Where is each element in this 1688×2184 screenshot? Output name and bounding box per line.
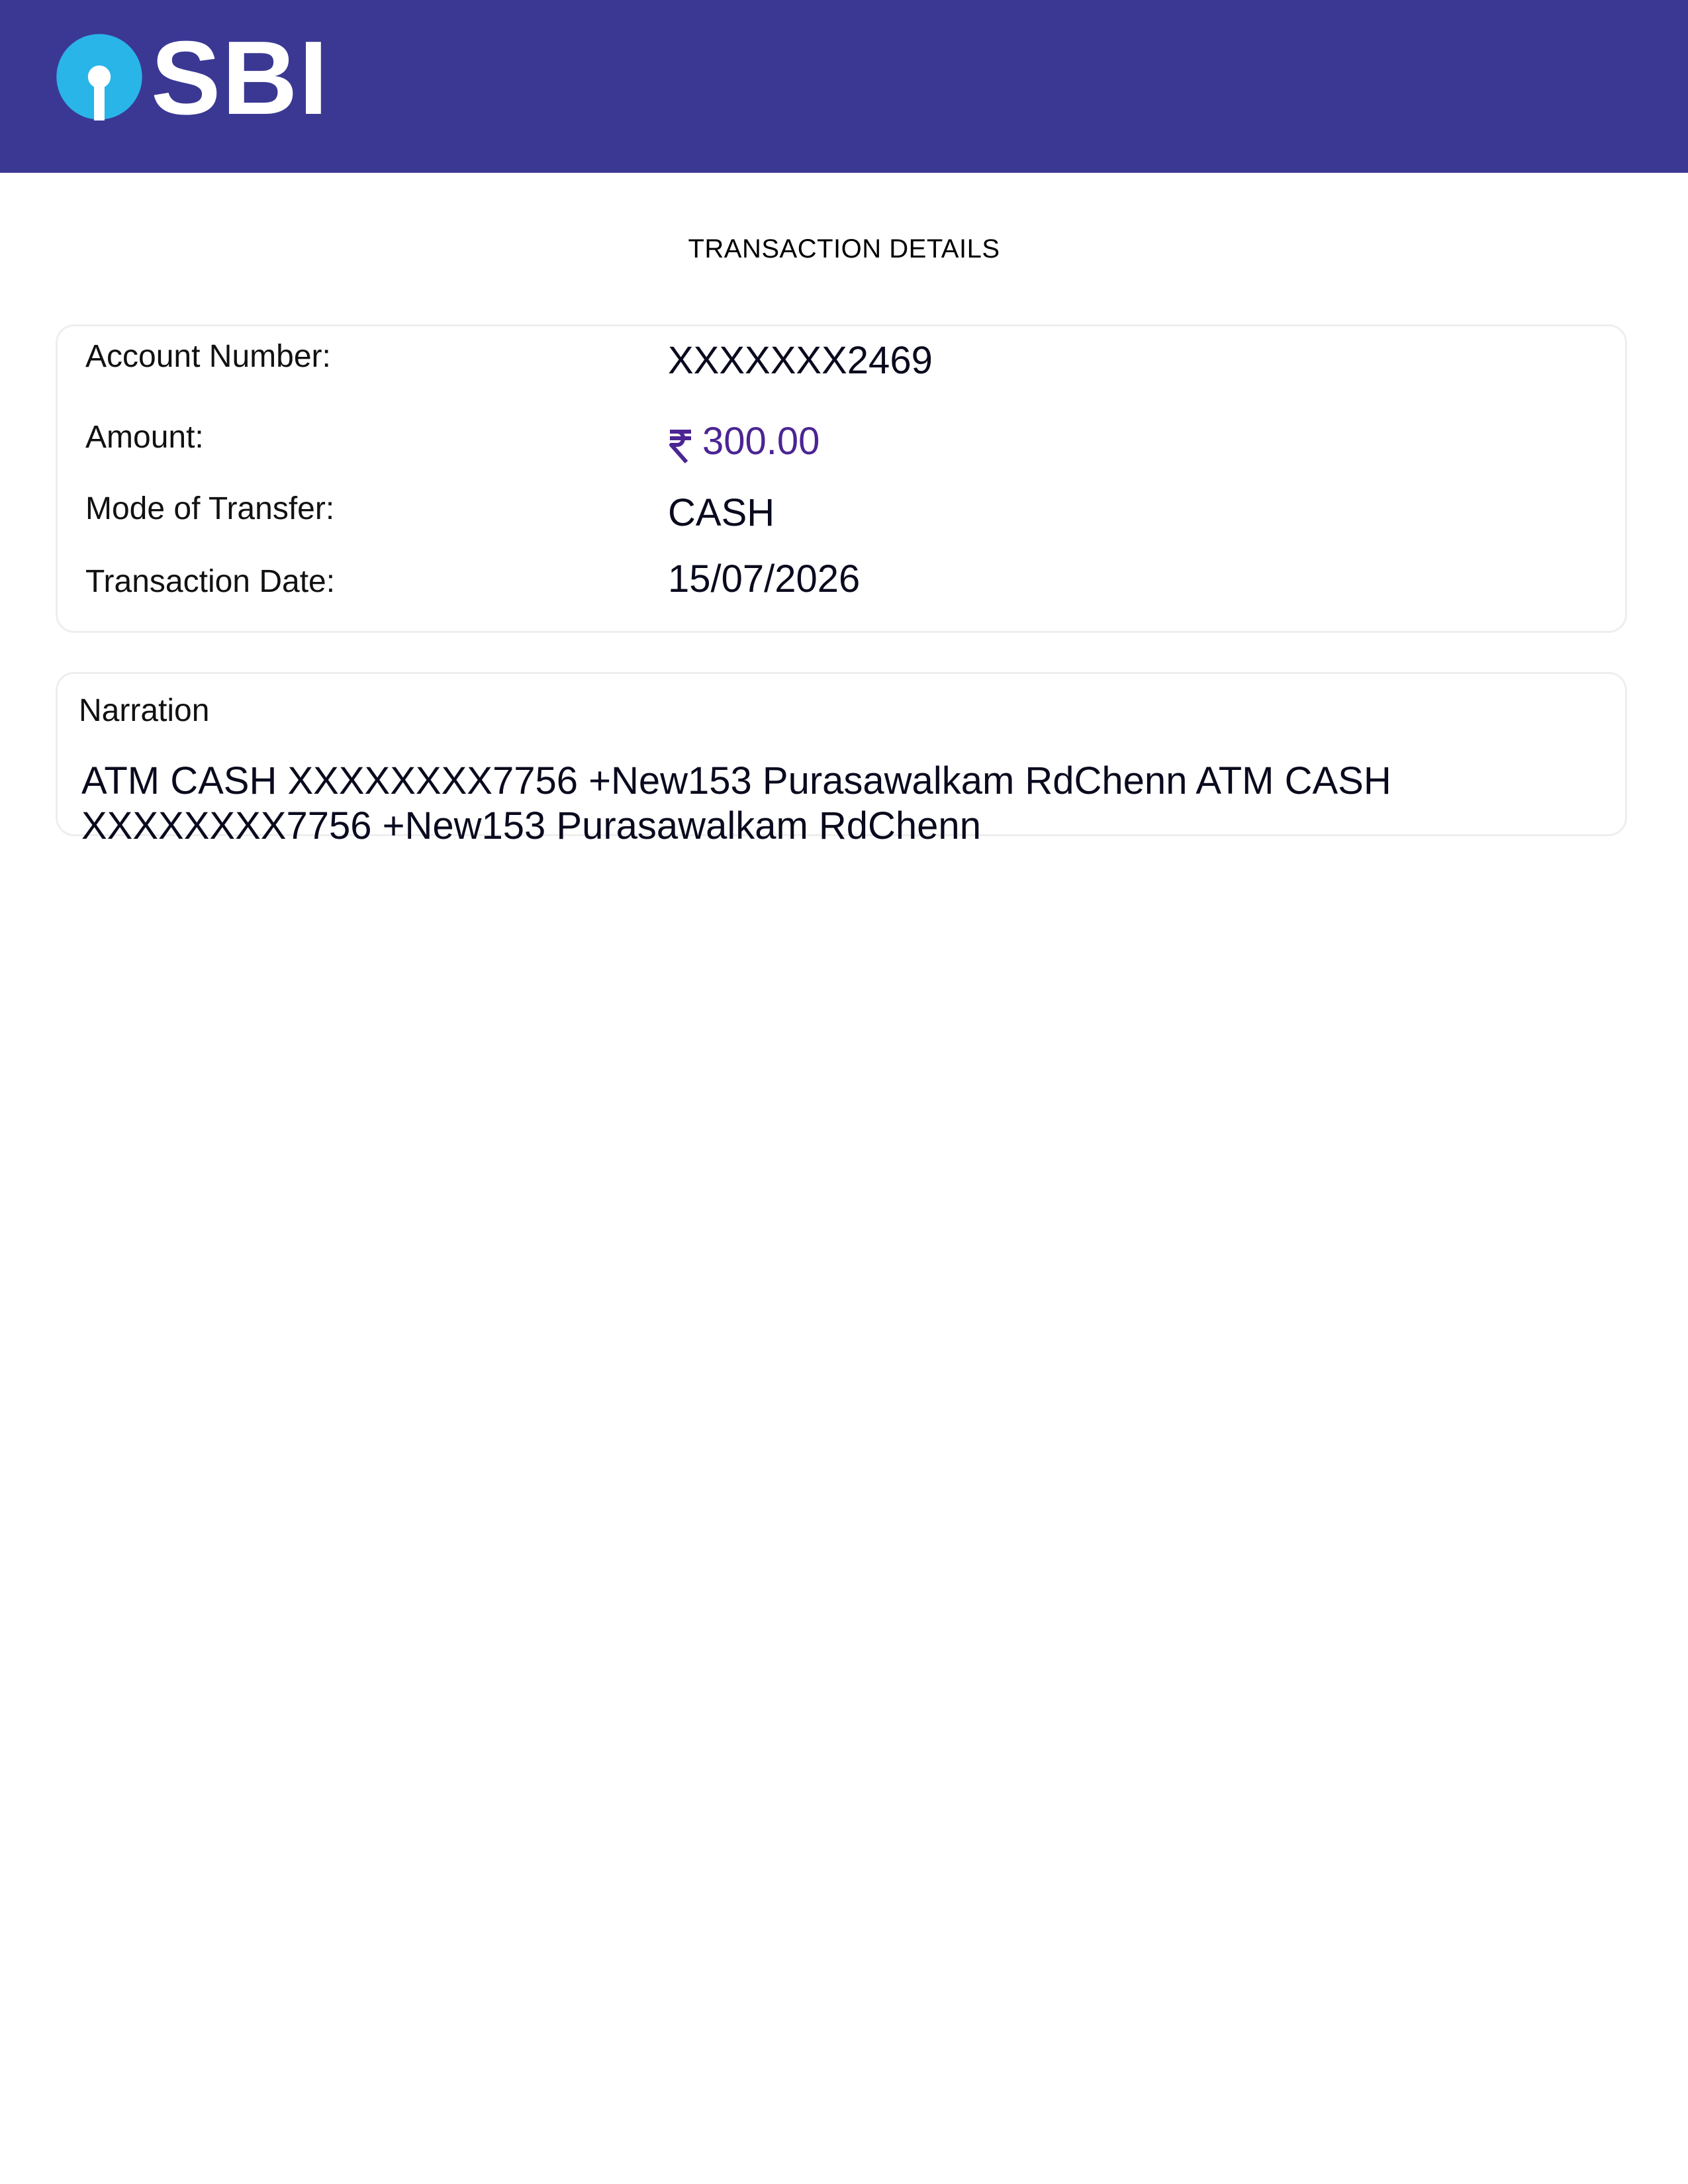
mode-of-transfer-label: Mode of Transfer: (85, 491, 335, 526)
transaction-details-card (56, 324, 1627, 633)
brand-name: SBI (151, 20, 330, 136)
mode-of-transfer-value: CASH (668, 491, 775, 534)
sbi-keyhole-icon (56, 33, 143, 120)
header-bar (0, 0, 1688, 173)
amount-label: Amount: (85, 420, 204, 455)
account-number-value: XXXXXXX2469 (668, 339, 933, 382)
amount-value-group (668, 419, 820, 463)
transaction-date-value: 15/07/2026 (668, 557, 861, 600)
transaction-date-label: Transaction Date: (85, 564, 336, 599)
account-number-label: Account Number: (85, 339, 331, 374)
amount-value: 300.00 (702, 420, 820, 463)
narration-label: Narration (79, 693, 210, 728)
sbi-logo (56, 20, 330, 136)
narration-text: ATM CASH XXXXXXXX7756 +New153 Purasawalkam RdChenn ATM CASH XXXXXXXX7756 +New153 Purasawalkam RdChenn (81, 759, 1391, 847)
page-title: TRANSACTION DETAILS (688, 234, 1000, 263)
rupee-icon (668, 429, 693, 463)
narration-card (56, 672, 1627, 847)
